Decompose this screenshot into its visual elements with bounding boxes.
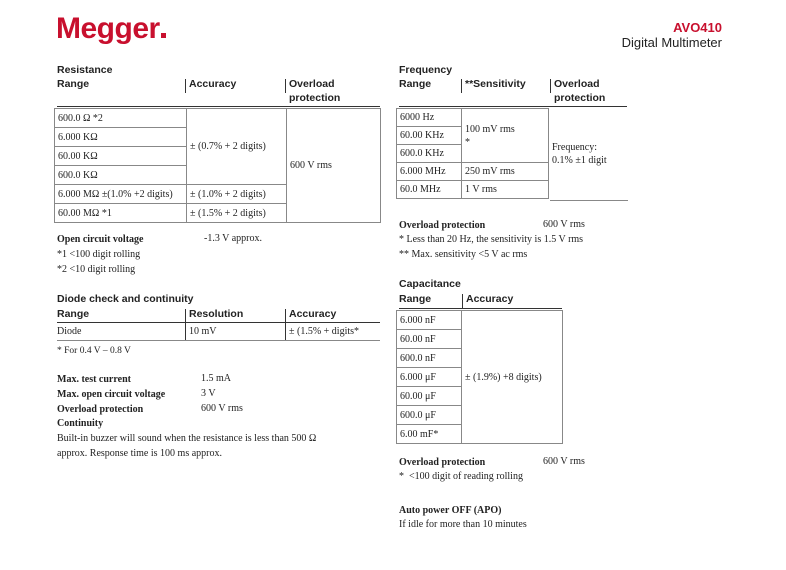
resistance-title: Resistance xyxy=(57,64,113,76)
resistance-range-cell: 60.00 KΩ xyxy=(55,147,187,166)
frequency-note-1: * Less than 20 Hz, the sensitivity is 1.5 V rms xyxy=(399,234,584,245)
diode-overload-label: Overload protection xyxy=(57,404,144,415)
capacitance-overload-value: 600 V rms xyxy=(543,456,585,467)
continuity-text-1: Built-in buzzer will sound when the resistance is less than 500 Ω xyxy=(57,433,317,444)
apo-text: If idle for more than 10 minutes xyxy=(399,519,527,530)
frequency-col-range: Range xyxy=(399,78,432,90)
diode-col-range: Range xyxy=(57,308,90,320)
logo-dot-icon xyxy=(161,33,166,38)
capacitance-accuracy-cell: ± (1.9%) +8 digits) xyxy=(462,311,563,444)
resistance-accuracy-cell: ± (0.7% + 2 digits) xyxy=(187,109,287,185)
frequency-col-sensitivity: **Sensitivity xyxy=(465,78,526,90)
continuity-label: Continuity xyxy=(57,418,104,429)
frequency-range-cell: 60.00 KHz xyxy=(397,127,462,145)
diode-range: Diode xyxy=(57,326,82,337)
capacitance-range-cell: 60.00 μF xyxy=(397,387,462,406)
diode-col-accuracy: Accuracy xyxy=(289,308,337,320)
resistance-range-cell: 6.000 KΩ xyxy=(55,128,187,147)
capacitance-range-cell: 6.000 μF xyxy=(397,368,462,387)
resistance-range-cell: 60.00 MΩ *1 xyxy=(55,204,187,223)
continuity-text-2: approx. Response time is 100 ms approx. xyxy=(57,448,222,459)
resistance-note-2: *2 <10 digit rolling xyxy=(57,264,136,275)
frequency-title: Frequency xyxy=(399,64,453,76)
frequency-range-cell: 6000 Hz xyxy=(397,109,462,127)
open-circuit-value: -1.3 V approx. xyxy=(204,233,262,244)
frequency-table xyxy=(396,108,628,199)
capacitance-col-accuracy: Accuracy xyxy=(466,293,514,305)
capacitance-table xyxy=(396,310,563,444)
max-test-current-value: 1.5 mA xyxy=(201,373,231,384)
product-subtitle: Digital Multimeter xyxy=(621,35,722,50)
diode-resolution: 10 mV xyxy=(189,326,217,337)
resistance-range-cell: 6.000 MΩ ±(1.0% +2 digits) xyxy=(55,185,187,204)
frequency-overload-label: Overload protection xyxy=(399,220,486,231)
capacitance-range-cell: 600.0 μF xyxy=(397,406,462,425)
resistance-accuracy-cell: ± (1.5% + 2 digits) xyxy=(187,204,287,223)
diode-col-resolution: Resolution xyxy=(189,308,244,320)
brand-name: Megger xyxy=(56,12,160,45)
diode-accuracy: ± (1.5% + digits* xyxy=(289,326,360,337)
open-circuit-label: Open circuit voltage xyxy=(57,234,144,245)
resistance-table xyxy=(54,108,381,223)
brand-logo xyxy=(56,12,166,46)
diode-overload-value: 600 V rms xyxy=(201,403,243,414)
capacitance-overload-label: Overload protection xyxy=(399,457,486,468)
max-test-current-label: Max. test current xyxy=(57,374,131,385)
capacitance-title: Capacitance xyxy=(399,278,461,290)
resistance-col-accuracy: Accuracy xyxy=(189,78,237,90)
diode-title: Diode check and continuity xyxy=(57,293,194,305)
diode-footnote: * For 0.4 V – 0.8 V xyxy=(57,346,131,356)
frequency-sensitivity-cell: 100 mV rms * xyxy=(462,109,549,163)
resistance-overload-cell: 600 V rms xyxy=(287,109,381,223)
frequency-overload-value: 600 V rms xyxy=(543,219,585,230)
resistance-note-1: *1 <100 digit rolling xyxy=(57,249,141,260)
capacitance-range-cell: 60.00 nF xyxy=(397,330,462,349)
frequency-sensitivity-cell: 1 V rms xyxy=(462,181,549,199)
model-number: AVO410 xyxy=(673,20,722,35)
capacitance-col-range: Range xyxy=(399,293,432,305)
max-open-voltage-label: Max. open circuit voltage xyxy=(57,389,166,400)
resistance-range-cell: 600.0 KΩ xyxy=(55,166,187,185)
max-open-voltage-value: 3 V xyxy=(201,388,216,399)
capacitance-note: * <100 digit of reading rolling xyxy=(399,471,523,482)
frequency-overload-cell: Frequency: 0.1% ±1 digit xyxy=(549,109,629,199)
frequency-range-cell: 600.0 KHz xyxy=(397,145,462,163)
apo-title: Auto power OFF (APO) xyxy=(399,505,502,516)
capacitance-range-cell: 600.0 nF xyxy=(397,349,462,368)
frequency-col-overload: Overload protection xyxy=(554,78,606,104)
frequency-range-cell: 6.000 MHz xyxy=(397,163,462,181)
resistance-col-range: Range xyxy=(57,78,90,90)
frequency-sensitivity-cell: 250 mV rms xyxy=(462,163,549,181)
capacitance-range-cell: 6.00 mF* xyxy=(397,425,462,444)
resistance-range-cell: 600.0 Ω *2 xyxy=(55,109,187,128)
frequency-note-2: ** Max. sensitivity <5 V ac rms xyxy=(399,249,528,260)
capacitance-range-cell: 6.000 nF xyxy=(397,311,462,330)
resistance-accuracy-cell: ± (1.0% + 2 digits) xyxy=(187,185,287,204)
resistance-col-overload: Overload protection xyxy=(289,78,341,104)
frequency-range-cell: 60.0 MHz xyxy=(397,181,462,199)
